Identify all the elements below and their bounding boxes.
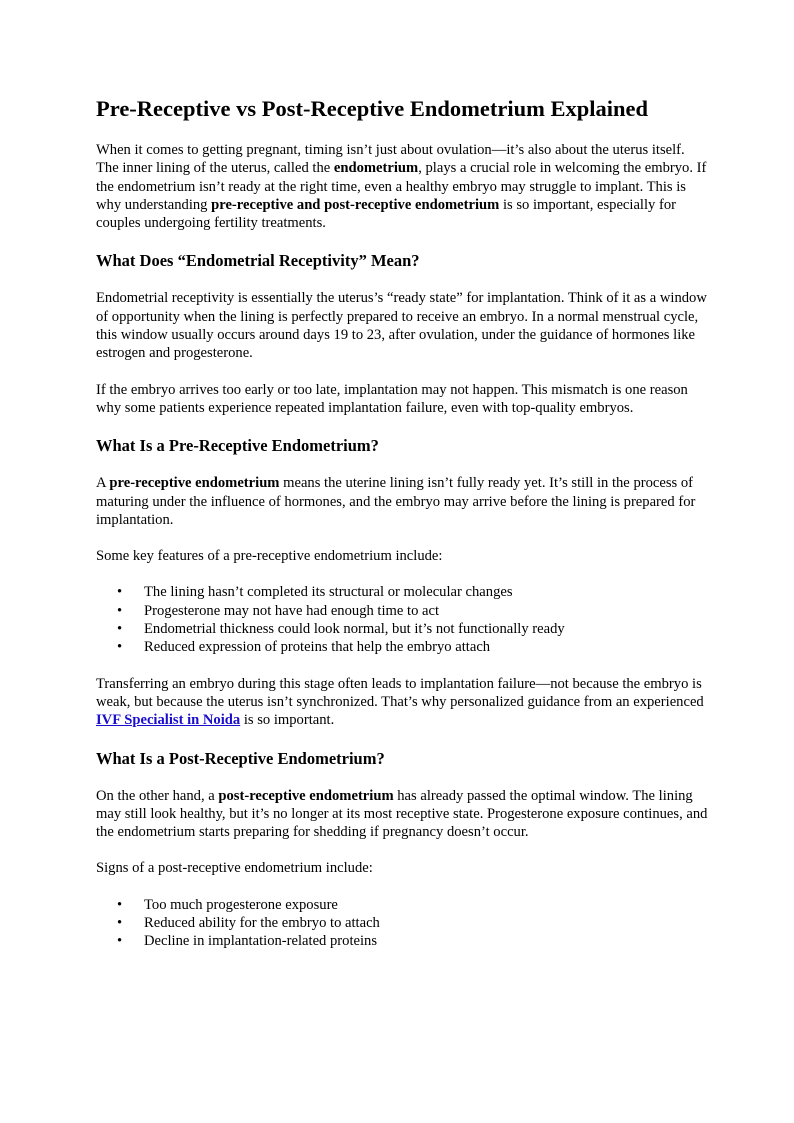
bullet-icon: •	[117, 896, 123, 913]
pre-receptive-feature-list	[96, 583, 708, 656]
pre-receptive-paragraph-1	[96, 474, 708, 529]
pre-receptive-text-2: means the uterine lining isn’t fully ready yet. It’s still in the process of maturing under the influence of hormones, and the embryo may arrive before the lining is prepared for implantation.	[96, 475, 696, 528]
list-item-text: Reduced expression of proteins that help the embryo attach	[144, 639, 491, 656]
bullet-icon: •	[117, 933, 123, 950]
list-item	[96, 638, 708, 656]
intro-text-2: , plays a crucial role in welcoming the embryo. If the endometrium isn’t ready at the right time, even a healthy embryo may struggle to implant. This is why understanding	[96, 160, 707, 213]
document-page	[96, 94, 708, 969]
list-item	[96, 583, 708, 601]
pre-receptive-paragraph-3	[96, 675, 708, 730]
post-receptive-paragraph-2: Signs of a post-receptive endometrium include:	[96, 860, 373, 877]
post-receptive-paragraph-1	[96, 787, 708, 842]
list-item	[96, 932, 708, 950]
list-item-text: Too much progesterone exposure	[144, 896, 338, 913]
bullet-icon: •	[117, 621, 123, 638]
list-item	[96, 914, 708, 932]
section-heading-pre-receptive: What Is a Pre-Receptive Endometrium?	[96, 436, 379, 456]
intro-bold-endometrium: endometrium	[333, 160, 419, 177]
pre-receptive-text-3: Transferring an embryo during this stage often leads to implantation failure—not because the embryo is weak, but because the uterus isn’t synchronized. That’s why personalized guidance from an experienced	[96, 675, 704, 710]
bullet-icon: •	[117, 584, 123, 601]
intro-bold-receptive-terms: pre-receptive and post-receptive endometrium	[211, 196, 500, 213]
pre-receptive-text-1: A	[96, 475, 110, 492]
section-heading-post-receptive: What Is a Post-Receptive Endometrium?	[96, 748, 385, 768]
list-item-text: Reduced ability for the embryo to attach	[144, 915, 380, 932]
list-item-text: Decline in implantation-related proteins	[144, 933, 378, 950]
list-item-text: The lining hasn’t completed its structural or molecular changes	[144, 584, 513, 601]
section-heading-receptivity: What Does “Endometrial Receptivity” Mean?	[96, 251, 420, 271]
post-receptive-bold-term: post-receptive endometrium	[218, 787, 394, 804]
bullet-icon: •	[117, 602, 123, 619]
intro-text-1: When it comes to getting pregnant, timing isn’t just about ovulation—it’s also about the uterus itself. The inner lining of the uterus, called the	[96, 142, 685, 177]
list-item	[96, 896, 708, 914]
post-receptive-text-1: On the other hand, a	[96, 787, 219, 804]
receptivity-paragraph-1: Endometrial receptivity is essentially the uterus’s “ready state” for implantation. Think of it as a window of opportunity when the lining is perfectly prepared to receive an embryo. In a normal menstrual cycle, this window usually occurs around days 19 to 23, after ovulation, under the guidance of hormones like estrogen and progesterone.	[96, 290, 707, 362]
list-item-text: Endometrial thickness could look normal, but it’s not functionally ready	[144, 621, 565, 638]
list-item	[96, 620, 708, 638]
pre-receptive-paragraph-2: Some key features of a pre-receptive endometrium include:	[96, 548, 443, 565]
post-receptive-sign-list	[96, 896, 708, 951]
intro-text-3: is so important, especially for couples undergoing fertility treatments.	[96, 196, 677, 232]
intro-paragraph	[96, 141, 708, 232]
bullet-icon: •	[117, 639, 123, 656]
receptivity-paragraph-2: If the embryo arrives too early or too late, implantation may not happen. This mismatch is one reason why some patients experience repeated implantation failure, even with top-quality embryos.	[96, 381, 688, 416]
list-item	[96, 602, 708, 620]
bullet-icon: •	[117, 915, 123, 932]
post-receptive-text-2: has already passed the optimal window. The lining may still look healthy, but it’s no longer at its most receptive state. Progesterone exposure continues, and the endometrium starts preparing for shedding if pregnancy doesn’t occur.	[96, 787, 708, 841]
pre-receptive-text-4: is so important.	[240, 712, 335, 729]
ivf-specialist-link[interactable]: IVF Specialist in Noida	[96, 712, 241, 729]
list-item-text: Progesterone may not have had enough time to act	[144, 602, 440, 619]
page-title: Pre-Receptive vs Post-Receptive Endometrium Explained	[96, 96, 648, 121]
pre-receptive-bold-term: pre-receptive endometrium	[109, 475, 280, 492]
